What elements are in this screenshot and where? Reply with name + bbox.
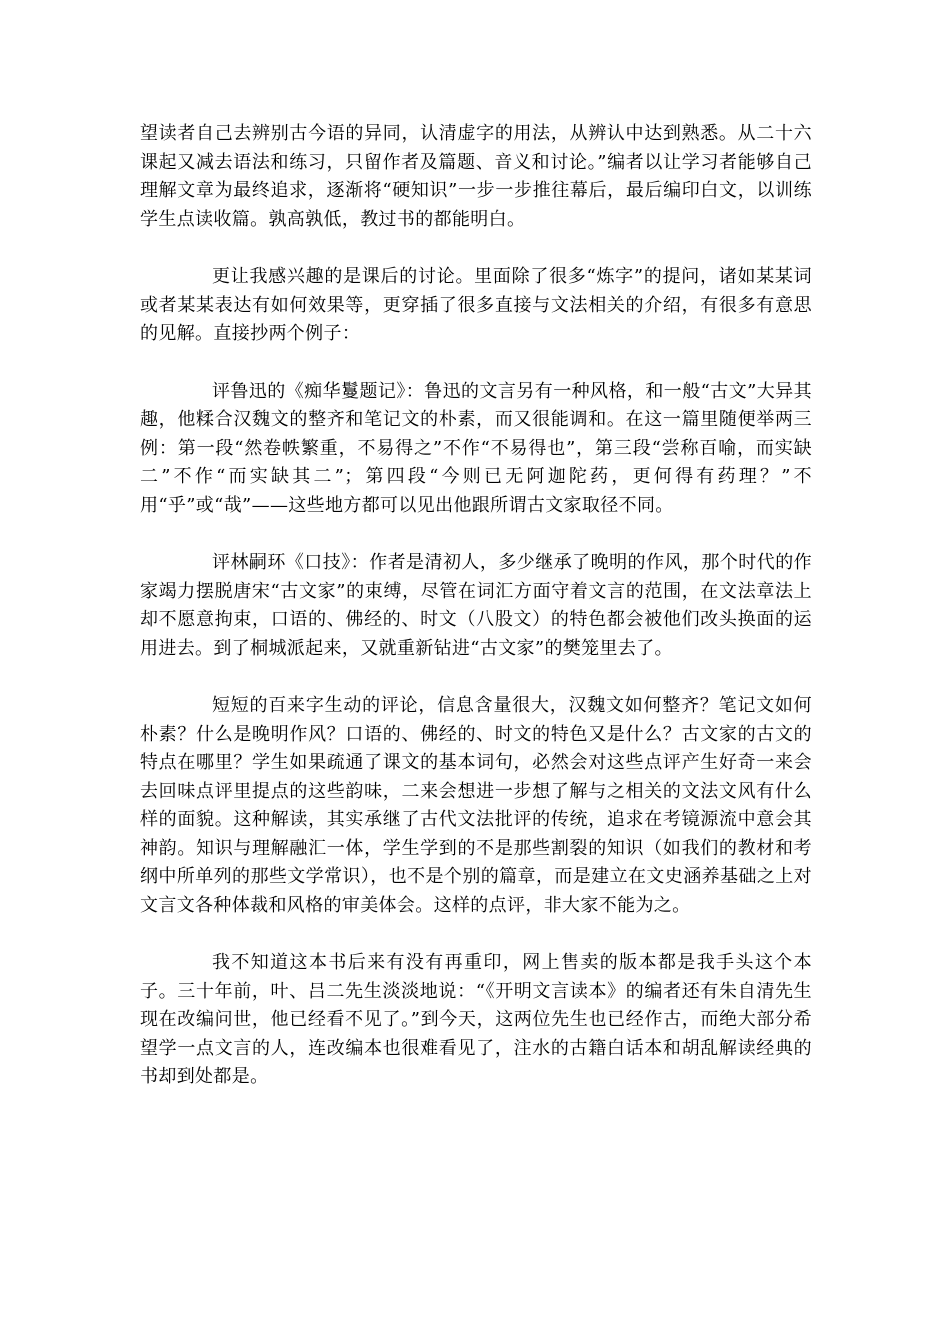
- paragraph-conclusion: 我不知道这本书后来有没有再重印，网上售卖的版本都是我手头这个本子。三十年前，叶、吕二先生淡淡地说：“《开明文言读本》的编者还有朱自清先生现在改编问世，他已经看不见了。”到今天，这两位先生也已经作古，而绝大部分希望学一点文言的人，连改编本也很难看见了，注水的古籍白话本和胡乱解读经典的书却到处都是。: [140, 952, 812, 1087]
- article-body: [140, 120, 812, 1121]
- paragraph-example-kouji: 评林嗣环《口技》：作者是清初人，多少继承了晚明的作风，那个时代的作家竭力摆脱唐宋“古文家”的束缚，尽管在词汇方面守着文言的范围，在文法章法上却不愿意拘束，口语的、佛经的、时文（八股文）的特色都会被他们改头换面的运用进去。到了桐城派起来，又就重新钻进“古文家”的樊笼里去了。: [140, 552, 812, 659]
- paragraph-example-luxun: 评鲁迅的《痴华鬘题记》：鲁迅的文言另有一种风格，和一般“古文”大异其趣，他糅合汉魏文的整齐和笔记文的朴素，而又很能调和。在这一篇里随便举两三例：第一段“然卷帙繁重，不易得之”不作“不易得也”，第三段“尝称百喻，而实缺二”不作“而实缺其二”；第四段“今则已无阿迦陀药，更何得有药理？”不用“乎”或“哉”——这些地方都可以见出他跟所谓古文家取径不同。: [140, 380, 812, 516]
- paragraph-continuation: 望读者自己去辨别古今语的异同，认清虚字的用法，从辨认中达到熟悉。从二十六课起又减去语法和练习，只留作者及篇题、音义和讨论。”编者以让学习者能够自己理解文章为最终追求，逐渐将“硬知识”一步一步推往幕后，最后编印白文，以训练学生点读收篇。孰高孰低，教过书的都能明白。: [140, 123, 812, 230]
- paragraph-analysis: 短短的百来字生动的评论，信息含量很大，汉魏文如何整齐？笔记文如何朴素？什么是晚明作风？口语的、佛经的、时文的特色又是什么？古文家的古文的特点在哪里？学生如果疏通了课文的基本词句，必然会对这些点评产生好奇一来会去回味点评里提点的这些韵味，二来会想进一步想了解与之相关的文法文风有什么样的面貌。这种解读，其实承继了古代文法批评的传统，追求在考镜源流中意会其神韵。知识与理解融汇一体，学生学到的不是那些割裂的知识（如我们的教材和考纲中所单列的那些文学常识），也不是个别的篇章，而是建立在文史涵养基础之上对文言文各种体裁和风格的审美体会。这样的点评，非大家不能为之。: [140, 695, 812, 916]
- paragraph-discussion-intro: 更让我感兴趣的是课后的讨论。里面除了很多“炼字”的提问，诸如某某词或者某某表达有如何效果等，更穿插了很多直接与文法相关的介绍，有很多有意思的见解。直接抄两个例子：: [140, 266, 812, 344]
